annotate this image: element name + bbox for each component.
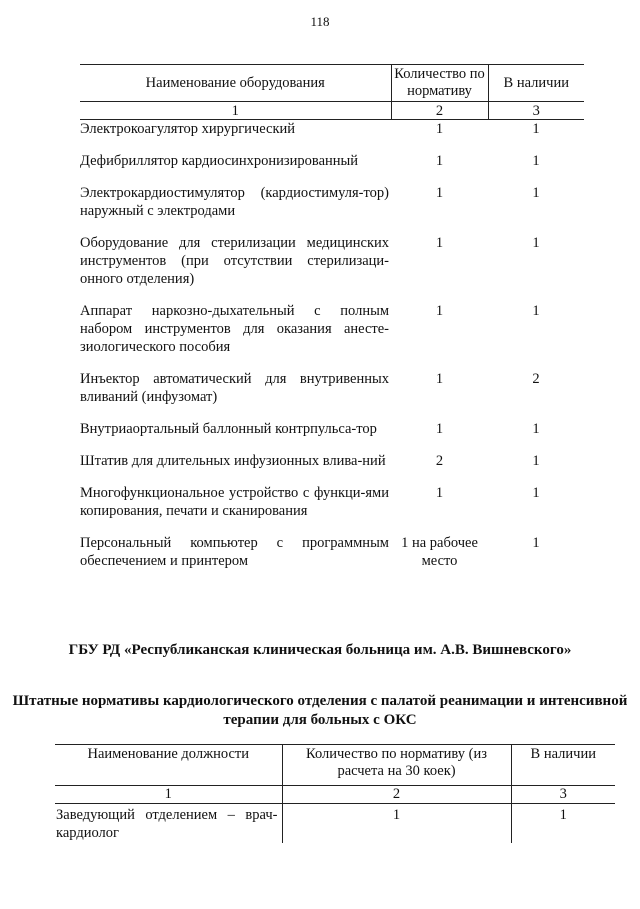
table-row xyxy=(80,152,584,184)
equipment-norm: 2 xyxy=(435,453,444,469)
table-row xyxy=(80,302,584,370)
equipment-norm: 1 xyxy=(435,421,444,437)
staff-table xyxy=(55,744,615,843)
equipment-header-available: В наличии xyxy=(488,65,584,102)
equipment-available: 1 xyxy=(532,535,540,551)
table-row xyxy=(80,534,584,584)
table-row xyxy=(55,804,615,844)
table-row xyxy=(80,184,584,234)
table-row xyxy=(80,120,584,153)
equipment-name: Оборудование для стерилизации медицинских инструментов (при отсутствии стерилизаци-онного отделения) xyxy=(80,235,389,287)
equipment-norm: 1 xyxy=(435,303,444,319)
equipment-available: 1 xyxy=(532,235,540,251)
equipment-norm: 1 xyxy=(435,235,444,251)
equipment-colnum-1: 1 xyxy=(80,102,391,120)
equipment-name: Электрокоагулятор хирургический xyxy=(80,121,296,137)
table-row xyxy=(80,420,584,452)
equipment-norm: 1 xyxy=(435,485,444,501)
equipment-header-name: Наименование оборудования xyxy=(80,65,391,102)
equipment-norm: 1 xyxy=(435,185,444,201)
equipment-available: 1 xyxy=(532,421,540,437)
table-row xyxy=(80,370,584,420)
equipment-available: 1 xyxy=(532,153,540,169)
equipment-available: 1 xyxy=(532,185,540,201)
equipment-name: Дефибриллятор кардиосинхронизированный xyxy=(80,153,359,169)
equipment-name: Многофункциональное устройство с функци-ями копирования, печати и сканирования xyxy=(80,485,389,519)
staff-colnum-2: 2 xyxy=(282,786,511,804)
equipment-name: Инъектор автоматический для внутривенных вливаний (инфузомат) xyxy=(80,371,389,405)
staff-colnum-3: 3 xyxy=(511,786,615,804)
equipment-norm: 1 на рабочее место xyxy=(401,535,478,569)
table-row xyxy=(80,452,584,484)
equipment-norm: 1 xyxy=(435,153,444,169)
equipment-name: Штатив для длительных инфузионных влива-ний xyxy=(80,453,386,469)
organization-heading: ГБУ РД «Республиканская клиническая больница им. А.В. Вишневского» xyxy=(68,642,572,658)
equipment-norm: 1 xyxy=(435,371,444,387)
table-row xyxy=(80,234,584,302)
equipment-norm: 1 xyxy=(435,121,444,137)
staff-norms-heading: Штатные нормативы кардиологического отделения с палатой реанимации и интенсивной терапии для больных с ОКС xyxy=(12,693,628,728)
equipment-name: Персональный компьютер с программным обеспечением и принтером xyxy=(80,535,389,569)
equipment-name: Электрокардиостимулятор (кардиостимуля-тор) наружный с электродами xyxy=(80,185,389,219)
staff-header-norm: Количество по нормативу (из расчета на 30 коек) xyxy=(282,745,511,786)
equipment-table xyxy=(80,64,584,584)
staff-colnum-1: 1 xyxy=(55,786,282,804)
equipment-available: 1 xyxy=(532,303,540,319)
equipment-name: Аппарат наркозно-дыхательный с полным набором инструментов для оказания анесте-зиологического пособия xyxy=(80,303,389,355)
equipment-header-norm: Количество по нормативу xyxy=(391,65,488,102)
equipment-name: Внутриаортальный баллонный контрпульса-тор xyxy=(80,421,377,437)
staff-header-position: Наименование должности xyxy=(55,745,282,786)
table-row xyxy=(80,484,584,534)
staff-norm: 1 xyxy=(392,807,401,823)
equipment-available: 1 xyxy=(532,485,540,501)
equipment-available: 1 xyxy=(532,453,540,469)
staff-available: 1 xyxy=(559,807,567,823)
staff-header-available: В наличии xyxy=(511,745,615,786)
equipment-available: 2 xyxy=(532,371,540,387)
equipment-colnum-2: 2 xyxy=(391,102,488,120)
page-number: 118 xyxy=(310,14,330,29)
staff-position-name: Заведующий отделением – врач-кардиолог xyxy=(56,807,278,841)
equipment-colnum-3: 3 xyxy=(488,102,584,120)
equipment-available: 1 xyxy=(532,121,540,137)
